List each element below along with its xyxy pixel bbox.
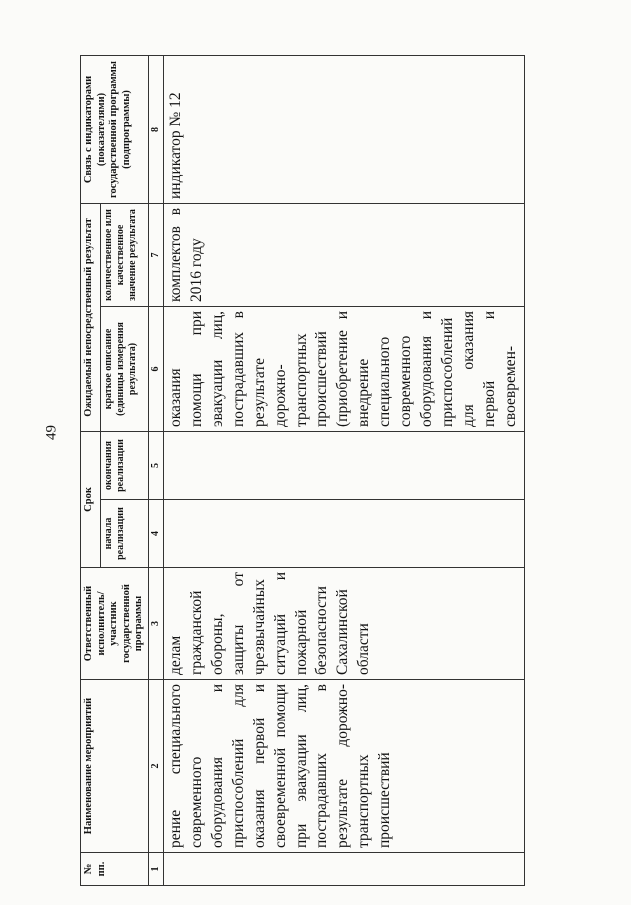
- header-result-description: краткое описание (единицы измерения результата): [101, 306, 149, 431]
- table-row: [163, 55, 524, 885]
- header-expected-result: Ожидаемый непосредственный результат: [81, 203, 101, 431]
- cell-executor: делам гражданской обороны, защиты от чрезвычайных ситуаций и пожарной безопасности Сахалинской области: [163, 568, 524, 680]
- column-number: 3: [148, 568, 163, 680]
- program-table: [80, 55, 525, 886]
- column-number: 7: [148, 203, 163, 306]
- column-number: 5: [148, 431, 163, 499]
- header-term-start: начала реализации: [101, 500, 149, 568]
- cell-activity-name: рение специального современного оборудования и приспособлений для оказания первой и своевременной помощи при эвакуации лиц, пострадавших в результате дорожно-транспортных происшествий: [163, 680, 524, 853]
- column-number-row: [148, 55, 163, 885]
- header-number: № пп.: [81, 853, 149, 886]
- column-number: 2: [148, 680, 163, 853]
- header-activity-name: Наименование мероприятий: [81, 680, 149, 853]
- header-term-end: окончания реализации: [101, 431, 149, 499]
- cell-result-quantity: комплектов в 2016 году: [163, 203, 524, 306]
- cell-term-start: [163, 500, 524, 568]
- column-number: 1: [148, 853, 163, 886]
- column-number: 6: [148, 306, 163, 431]
- cell-indicator: индикатор № 12: [163, 55, 524, 203]
- header-result-quantity: количественное или качественное значение результата: [101, 203, 149, 306]
- header-executor: Ответственный исполнитель/ участник государственной программы: [81, 568, 149, 680]
- header-term: Срок: [81, 431, 101, 567]
- cell-number: [163, 853, 524, 886]
- column-number: 8: [148, 55, 163, 203]
- column-number: 4: [148, 500, 163, 568]
- rotated-table-container: [80, 56, 630, 886]
- header-indicator-link: Связь с индикаторами (показателями) государственной программы (подпрограммы): [81, 55, 149, 203]
- cell-term-end: [163, 431, 524, 499]
- page-number: 49: [43, 425, 60, 440]
- cell-result-description: оказания помощи при эвакуации лиц, пострадавших в результате дорожно-транспортных происшествий (приобретение и внедрение специального современного оборудования и приспособлений для оказания первой и своевремен-: [163, 306, 524, 431]
